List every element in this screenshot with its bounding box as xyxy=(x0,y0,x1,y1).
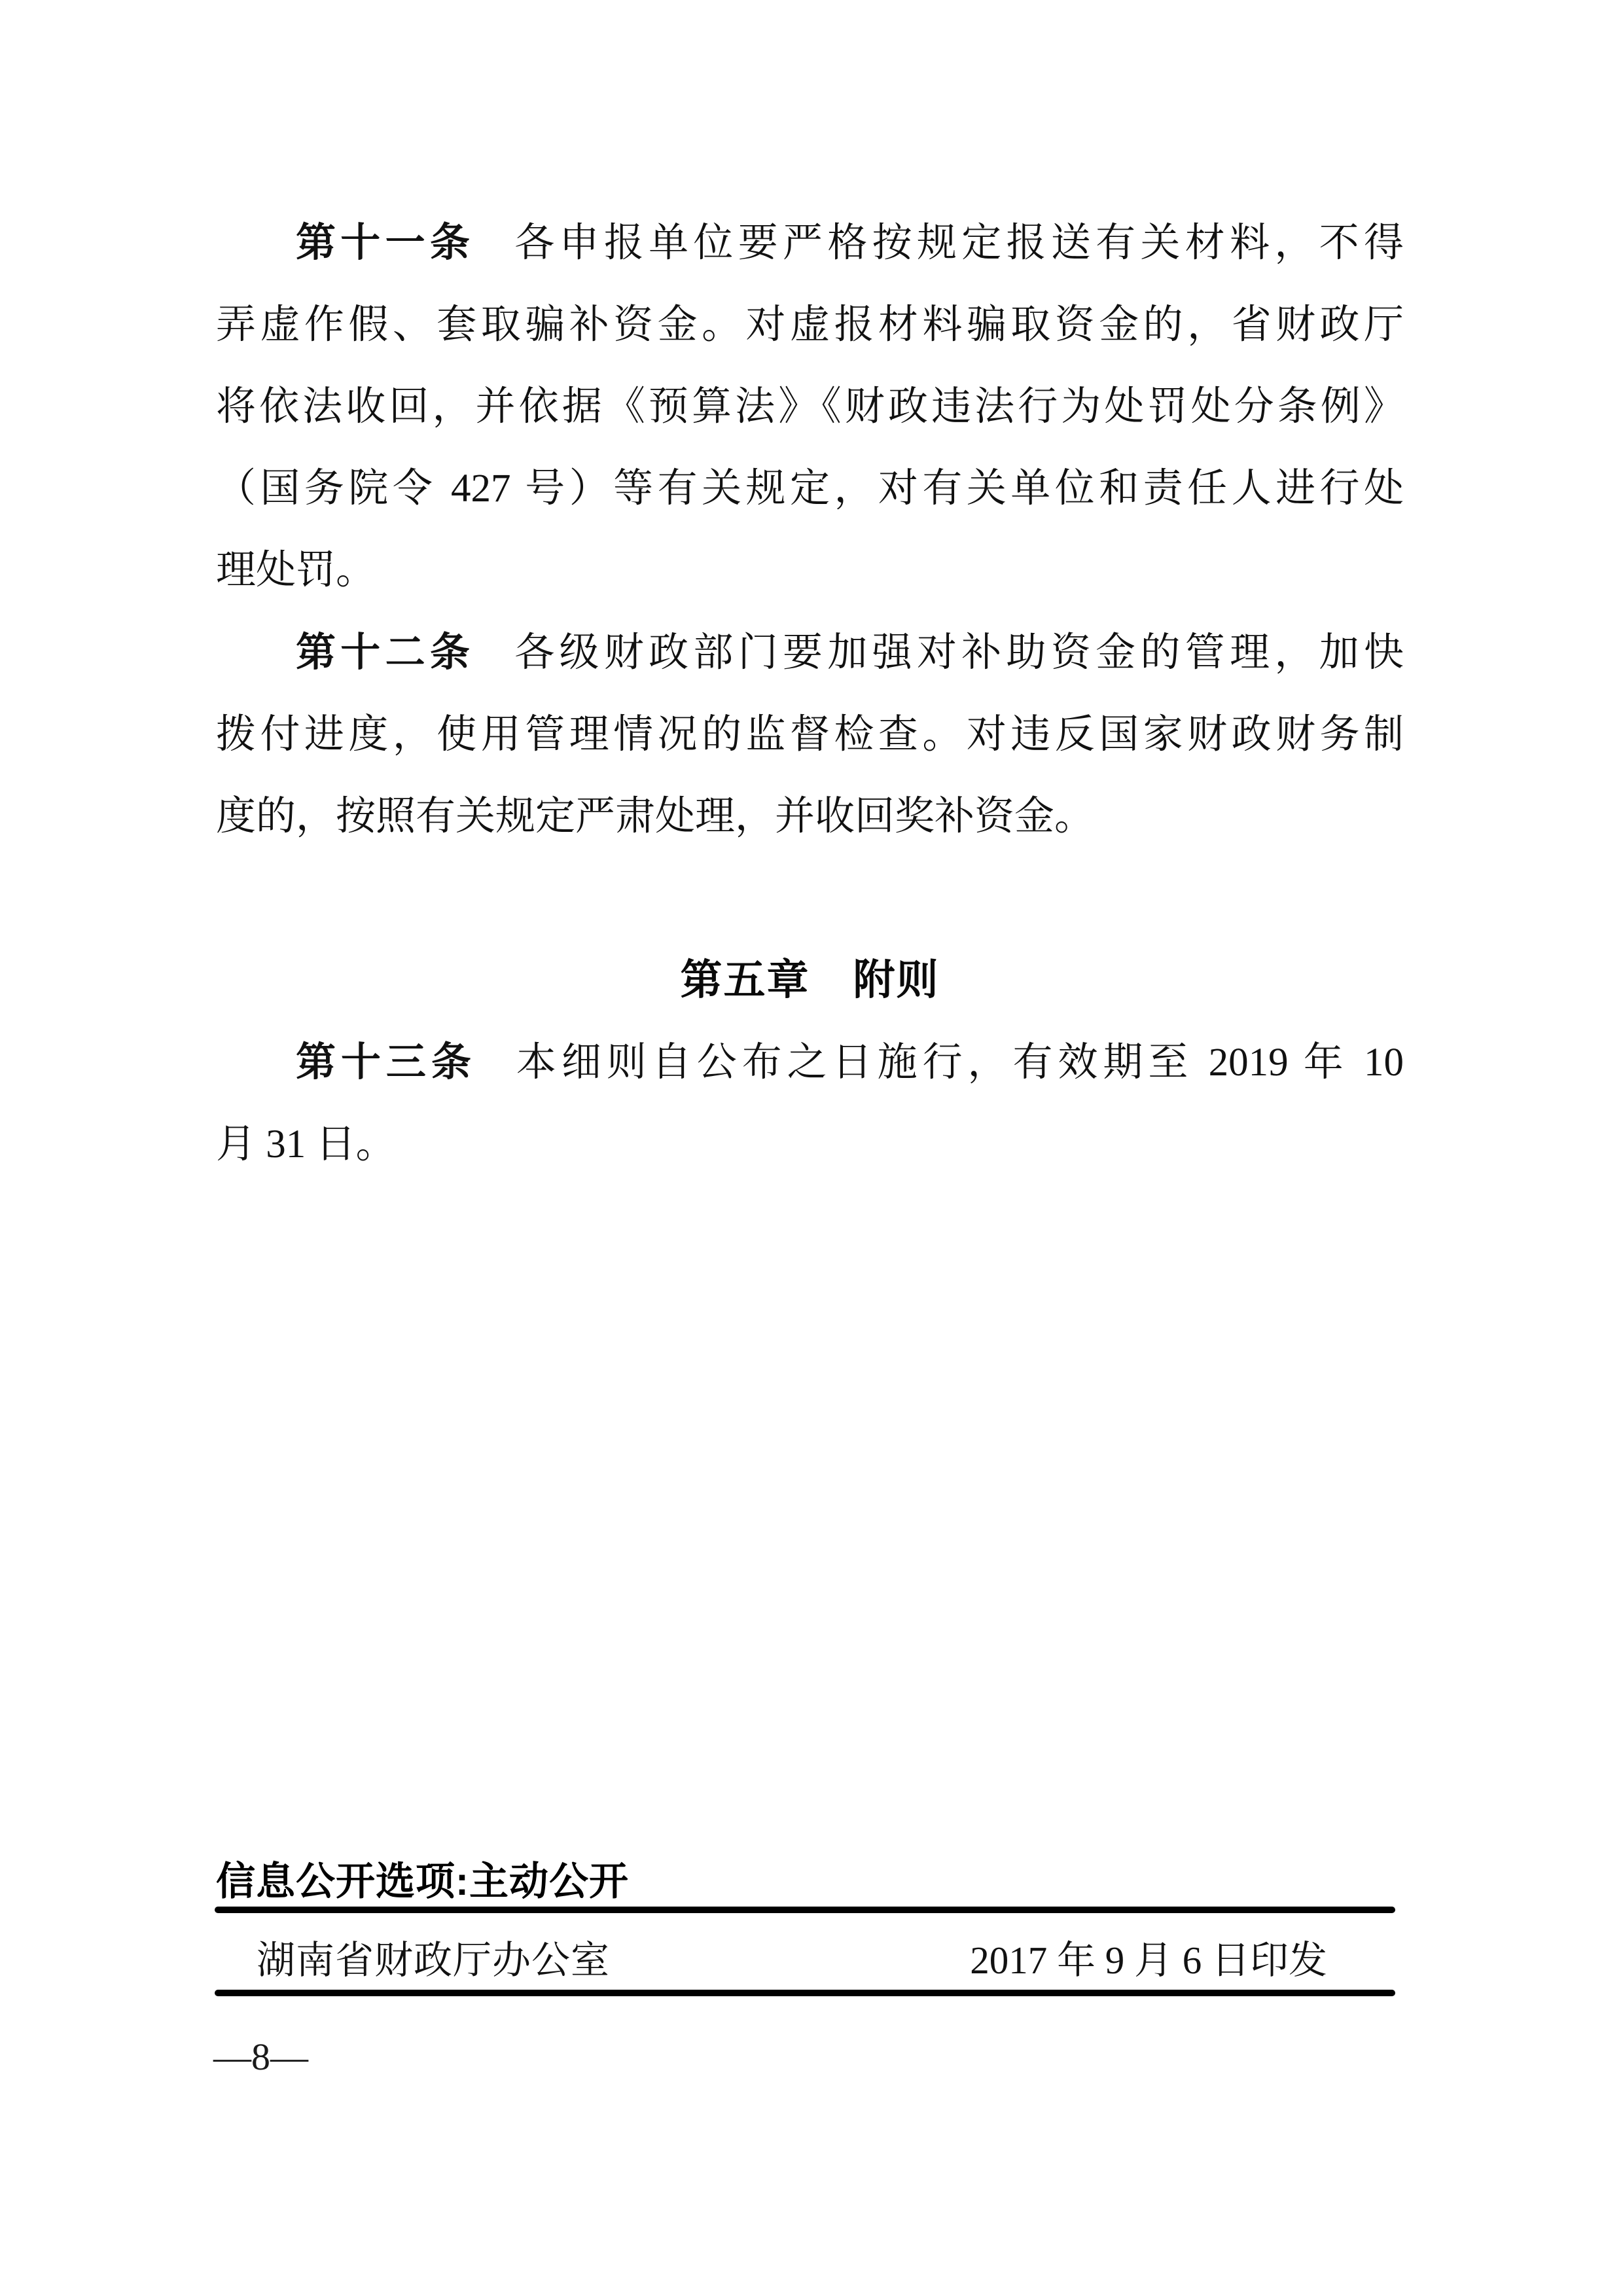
document-body xyxy=(216,202,1404,1185)
footer-rule-bottom xyxy=(215,1990,1395,1996)
imprint-row xyxy=(216,1937,1397,1983)
article-13-line: 月 31 日。 xyxy=(216,1122,396,1166)
article-11-line: 理处罚。 xyxy=(216,548,376,592)
article-11-line xyxy=(216,202,1404,284)
article-12-line: 拨付进度，使用管理情况的监督检查。对违反国家财政财务制 xyxy=(216,713,1404,757)
article-11-label: 第十一条 xyxy=(296,220,475,264)
article-11-line: 将依法收回，并依据《预算法》《财政违法行为处罚处分条例》 xyxy=(216,385,1404,429)
article-12-line xyxy=(216,611,1404,694)
issuing-office: 湖南省财政厅办公室 xyxy=(257,1939,611,1982)
chapter-heading: 第五章 附则 xyxy=(680,956,940,1003)
article-11-line: 弄虚作假、套取骗补资金。对虚报材料骗取资金的，省财政厅 xyxy=(216,303,1404,347)
article-12-label: 第十二条 xyxy=(296,630,475,674)
article-11-line: （国务院令 427 号）等有关规定，对有关单位和责任人进行处 xyxy=(216,467,1404,511)
article-12-text: 各级财政部门要加强对补助资金的管理，加快 xyxy=(514,631,1404,675)
footer-rule-top xyxy=(215,1907,1395,1913)
article-13-label: 第十三条 xyxy=(296,1039,476,1084)
disclosure-note: 信息公开选项:主动公开 xyxy=(216,1859,629,1903)
print-date: 2017 年 9 月 6 日印发 xyxy=(970,1939,1327,1982)
page-number: —8— xyxy=(213,2036,308,2078)
article-12-line: 度的，按照有关规定严肃处理，并收回奖补资金。 xyxy=(216,795,1095,838)
article-13-text: 本细则自公布之日施行，有效期至 2019 年 10 xyxy=(516,1041,1404,1085)
article-11-text: 各申报单位要严格按规定报送有关材料，不得 xyxy=(514,221,1404,265)
article-13-line xyxy=(216,1021,1404,1103)
